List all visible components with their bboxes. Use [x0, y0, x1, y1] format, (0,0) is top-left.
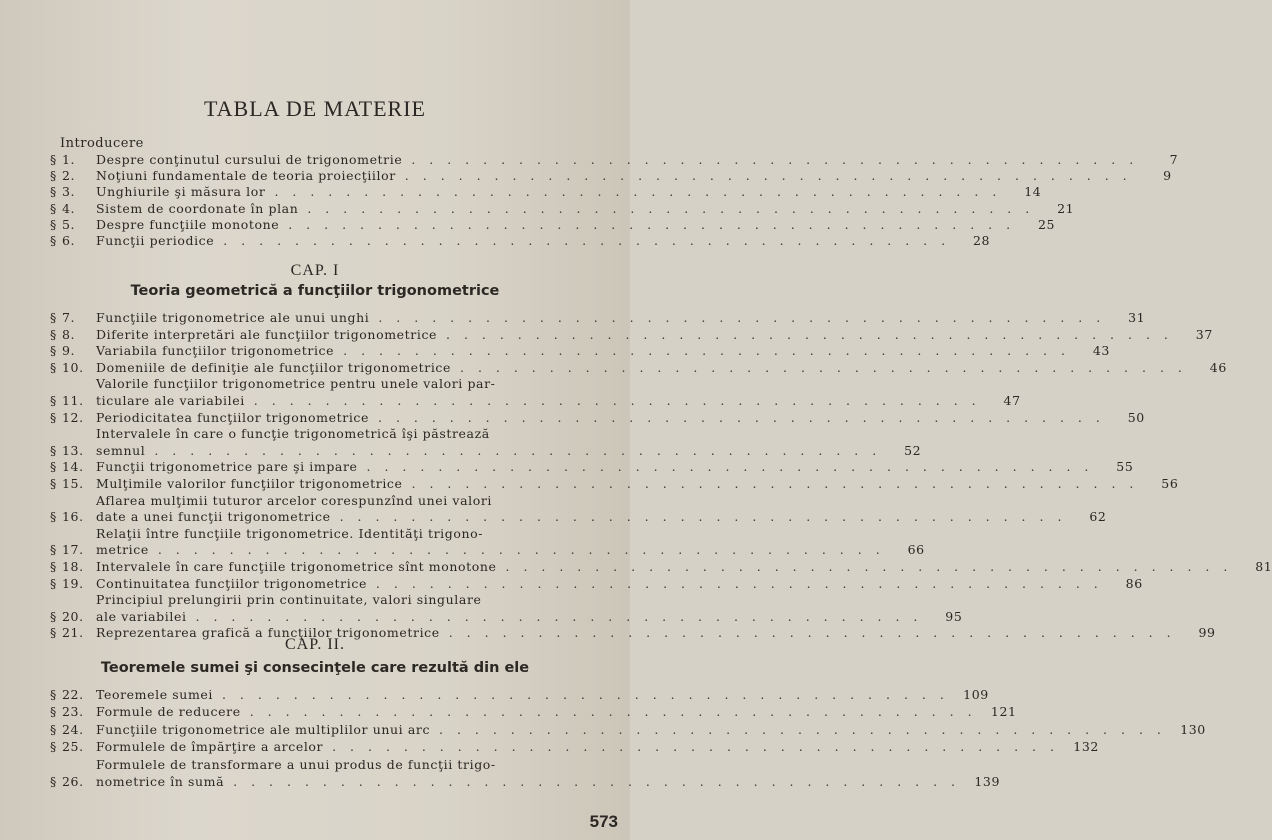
- section-num: 1.: [62, 152, 76, 167]
- dot-leader: . . . . . . . . . . . . . . . . . . . . . . . . . . . . . . . . . . . . . . . . .: [430, 721, 1166, 737]
- dot-leader: . . . . . . . . . . . . . . . . . . . . . . . . . . . . . . . . . . . . . . . . .: [244, 392, 981, 408]
- toc-entry: [50, 216, 1056, 233]
- page-ref: 62: [1089, 509, 1107, 525]
- page-ref: 47: [1003, 392, 1021, 408]
- intro-heading: Introducere: [60, 136, 144, 151]
- entry-title: Formulele de împărţire a arcelor: [96, 739, 324, 755]
- entry-text: [96, 721, 1166, 738]
- entry-text: [96, 703, 977, 720]
- toc-entry: [50, 233, 991, 249]
- entry-text: [96, 327, 1173, 344]
- toc-entry: [50, 426, 922, 459]
- section-symbol: §: [50, 558, 57, 574]
- chapter-1-label: CAP. I: [290, 262, 340, 279]
- entry-title: Intervalele în care funcţiile trigonometrice sînt monotone: [96, 558, 497, 574]
- entry-text: [96, 592, 922, 625]
- section-num: 22.: [62, 687, 84, 702]
- section-symbol: §: [50, 459, 57, 475]
- page-ref: 109: [963, 687, 989, 702]
- entry-text: [96, 343, 1070, 360]
- entry-text: [96, 410, 1105, 427]
- section-number: [50, 201, 96, 217]
- toc-entry: [50, 475, 1179, 493]
- section-num: 9.: [62, 343, 76, 359]
- toc-entry: [50, 721, 1206, 738]
- toc-entry: [50, 592, 963, 625]
- section-symbol: §: [50, 233, 57, 249]
- dot-leader: . . . . . . . . . . . . . . . . . . . . . . . . . . . . . . . . . . . . . . . . .: [437, 326, 1173, 342]
- toc-entry: [50, 168, 1172, 184]
- toc-entry: [50, 409, 1145, 427]
- entry-title: Domeniile de definiţie ale funcţiilor trigonometrice: [96, 359, 452, 375]
- entry-text: [96, 756, 960, 791]
- entry-title: Sistem de coordonate în plan: [96, 200, 299, 216]
- section-num: 17.: [62, 542, 84, 558]
- section-symbol: §: [50, 359, 57, 375]
- section-number: [50, 476, 96, 493]
- section-number: [50, 773, 96, 790]
- section-number: [50, 459, 96, 476]
- page-ref: 25: [1037, 216, 1056, 232]
- section-symbol: §: [50, 326, 57, 342]
- section-num: 24.: [62, 721, 84, 737]
- page-ref: 37: [1195, 326, 1213, 342]
- entry-title: Funcţii trigonometrice pare şi impare: [96, 459, 358, 475]
- entry-text: [96, 576, 1103, 593]
- section-number: [50, 410, 96, 427]
- page-ref: 86: [1125, 575, 1143, 591]
- section-num: 10.: [62, 359, 84, 375]
- entry-title: Valorile funcţiilor trigonometrice pentru unele valori par-: [96, 376, 496, 392]
- page-ref: 7: [1169, 152, 1179, 167]
- intro-entries: [50, 152, 1179, 249]
- toc-entry: [50, 343, 1110, 360]
- section-symbol: §: [50, 200, 57, 216]
- section-number: [50, 738, 96, 755]
- entry-text: [96, 233, 950, 249]
- entry-title: Funcţiile trigonometrice ale unui unghi: [96, 310, 370, 325]
- section-number: [50, 310, 96, 327]
- section-num: 7.: [62, 310, 76, 325]
- section-symbol: §: [50, 542, 57, 558]
- toc-entry: [50, 558, 1272, 576]
- entry-text: [96, 493, 1066, 526]
- page-ref: 66: [907, 542, 925, 558]
- section-symbol: §: [50, 343, 57, 359]
- entry-title: Aflarea mulţimii tuturor arcelor corespunzînd unei valori: [96, 492, 493, 508]
- entry-text: [96, 559, 1232, 576]
- section-symbol: §: [50, 475, 57, 491]
- page-title: TABLA DE MATERIE: [203, 96, 426, 121]
- toc-entry: [50, 359, 1227, 377]
- entry-title: Mulţimile valorilor funcţiilor trigonometrice: [96, 475, 403, 491]
- page-ref: 56: [1161, 475, 1179, 491]
- dot-leader: . . . . . . . . . . . . . . . . . . . . . . . . . . . . . . . . . . . . . . . . .: [323, 739, 1059, 755]
- toc-entry: [50, 686, 989, 703]
- section-symbol: §: [50, 774, 57, 790]
- entry-title: Reprezentarea grafică a funcţiilor trigonometrice: [96, 625, 440, 641]
- entry-text: [96, 310, 1105, 327]
- entry-text: [96, 360, 1187, 377]
- section-num: 23.: [62, 704, 84, 720]
- entry-text: [96, 476, 1138, 493]
- page-ref: 21: [1057, 200, 1075, 216]
- dot-leader: . . . . . . . . . . . . . . . . . . . . . . . . . . . . . . . . . . . . . . . . .: [224, 774, 961, 790]
- section-number: [50, 609, 96, 626]
- section-symbol: §: [50, 608, 57, 624]
- entry-title: Periodicitatea funcţiilor trigonometrice: [96, 409, 370, 425]
- section-number: [50, 443, 96, 460]
- section-symbol: §: [50, 739, 57, 755]
- entry-title: Diferite interpretări ale funcţiilor trigonometrice: [96, 326, 438, 342]
- entry-text: [96, 376, 981, 409]
- section-num: 19.: [62, 575, 84, 591]
- page-number: 573: [589, 812, 618, 831]
- section-num: 18.: [62, 558, 84, 574]
- dot-leader: . . . . . . . . . . . . . . . . . . . . . . . . . . . . . . . . . . . . . . . . .: [298, 200, 1035, 216]
- section-symbol: §: [50, 442, 57, 458]
- section-number: [50, 542, 96, 559]
- dot-leader: . . . . . . . . . . . . . . . . . . . . . . . . . . . . . . . . . . . . . . . . .: [334, 343, 1070, 359]
- page-ref: 14: [1024, 184, 1042, 200]
- entry-title: Despre funcţiile monotone: [96, 216, 280, 232]
- section-symbol: §: [50, 310, 57, 325]
- entry-text: [96, 152, 1138, 168]
- page-ref: 31: [1128, 310, 1146, 325]
- section-num: 6.: [62, 233, 76, 249]
- section-num: 2.: [62, 168, 76, 184]
- section-num: 20.: [62, 608, 84, 624]
- section-number: [50, 343, 96, 360]
- dot-leader: . . . . . . . . . . . . . . . . . . . . . . . . . . . . . . . . . . . . . . . . .: [330, 509, 1067, 525]
- toc-entry: [50, 152, 1179, 168]
- section-number: [50, 152, 96, 168]
- page-ref: 139: [974, 774, 1001, 790]
- section-num: 21.: [62, 625, 84, 641]
- section-symbol: §: [50, 625, 57, 641]
- entry-title-continued: date a unei funcţii trigonometrice: [96, 509, 331, 525]
- dot-leader: . . . . . . . . . . . . . . . . . . . . . . . . . . . . . . . . . . . . . . . . .: [357, 459, 1094, 475]
- dot-leader: . . . . . . . . . . . . . . . . . . . . . . . . . . . . . . . . . . . . . . . . .: [265, 184, 1002, 200]
- entry-title: Noţiuni fundamentale de teoria proiecţiilor: [96, 168, 396, 184]
- dot-leader: . . . . . . . . . . . . . . . . . . . . . . . . . . . . . . . . . . . . . . . . .: [279, 216, 1016, 232]
- entry-title-continued: ale variabilei: [96, 608, 187, 624]
- chapter-1-title: Teoria geometrică a funcţiilor trigonometrice: [130, 283, 500, 299]
- dot-leader: . . . . . . . . . . . . . . . . . . . . . . . . . . . . . . . . . . . . . . . . .: [369, 409, 1105, 425]
- entry-title: Variabila funcţiilor trigonometrice: [96, 343, 335, 359]
- page-ref: 132: [1073, 739, 1099, 755]
- section-number: [50, 703, 96, 720]
- page-ref: 43: [1092, 343, 1110, 359]
- toc-entry: [50, 756, 1001, 791]
- dot-leader: . . . . . . . . . . . . . . . . . . . . . . . . . . . . . . . . . . . . . . . . .: [369, 310, 1106, 325]
- entry-title: Relaţii între funcţiile trigonometrice. Identităţi trigono-: [96, 525, 484, 541]
- page-ref: 81: [1255, 558, 1272, 574]
- section-number: [50, 393, 96, 410]
- dot-leader: . . . . . . . . . . . . . . . . . . . . . . . . . . . . . . . . . . . . . . . . .: [148, 542, 885, 558]
- page-ref: 121: [990, 704, 1017, 720]
- entry-title: Continuitatea funcţiilor trigonometrice: [96, 575, 367, 591]
- entry-title-continued: ticulare ale variabilei: [96, 392, 245, 408]
- entry-text: [96, 526, 885, 559]
- page-ref: 130: [1180, 721, 1206, 737]
- section-number: [50, 184, 96, 200]
- section-num: 15.: [62, 475, 84, 491]
- dot-leader: . . . . . . . . . . . . . . . . . . . . . . . . . . . . . . . . . . . . . . . . .: [439, 625, 1176, 641]
- section-symbol: §: [50, 216, 57, 232]
- entry-text: [96, 426, 881, 459]
- dot-leader: . . . . . . . . . . . . . . . . . . . . . . . . . . . . . . . . . . . . . . . . .: [496, 558, 1233, 574]
- toc-entry: [50, 738, 1099, 755]
- section-number: [50, 168, 96, 184]
- dot-leader: . . . . . . . . . . . . . . . . . . . . . . . . . . . . . . . . . . . . . . . . .: [366, 575, 1103, 591]
- section-num: 5.: [62, 216, 76, 232]
- dot-leader: . . . . . . . . . . . . . . . . . . . . . . . . . . . . . . . . . . . . . . . . .: [186, 608, 923, 624]
- section-num: 14.: [62, 459, 84, 475]
- section-number: [50, 509, 96, 526]
- section-num: 26.: [62, 774, 84, 790]
- dot-leader: . . . . . . . . . . . . . . . . . . . . . . . . . . . . . . . . . . . . . . . . .: [402, 152, 1139, 167]
- entry-text: [96, 217, 1015, 233]
- entry-text: [96, 459, 1093, 476]
- entry-text: [96, 168, 1132, 184]
- entry-title-continued: nometrice în sumă: [96, 774, 225, 790]
- entry-text: [96, 201, 1034, 217]
- page-ref: 9: [1163, 168, 1172, 184]
- chapter-1-entries: [50, 310, 1272, 642]
- page-ref: 95: [945, 608, 963, 624]
- dot-leader: . . . . . . . . . . . . . . . . . . . . . . . . . . . . . . . . . . . . . . . . .: [145, 442, 882, 458]
- entry-title: Funcţii periodice: [96, 233, 215, 249]
- section-symbol: §: [50, 409, 57, 425]
- section-number: [50, 686, 96, 703]
- toc-entry: [50, 376, 1021, 409]
- entry-title: Unghiurile şi măsura lor: [96, 184, 266, 200]
- section-symbol: §: [50, 152, 57, 167]
- section-number: [50, 327, 96, 344]
- dot-leader: . . . . . . . . . . . . . . . . . . . . . . . . . . . . . . . . . . . . . . . . .: [214, 233, 951, 249]
- entry-title-continued: semnul: [96, 442, 146, 458]
- toc-entry: [50, 200, 1075, 217]
- entry-text: [96, 184, 1001, 200]
- section-symbol: §: [50, 168, 57, 184]
- toc-entry: [50, 492, 1107, 526]
- toc-entry: [50, 310, 1146, 327]
- dot-leader: . . . . . . . . . . . . . . . . . . . . . . . . . . . . . . . . . . . . . . . . .: [451, 359, 1187, 375]
- toc-entry: [50, 575, 1143, 593]
- chapter-2-title: Teoremele sumei şi consecinţele care rezultă din ele: [100, 660, 530, 676]
- entry-title: Principiul prelungirii prin continuitate, valori singulare: [96, 592, 482, 608]
- section-num: 12.: [62, 409, 84, 425]
- section-num: 11.: [62, 392, 84, 408]
- entry-title: Funcţiile trigonometrice ale multiplilor unui arc: [96, 721, 431, 737]
- toc-entry: [50, 703, 1017, 720]
- section-number: [50, 360, 96, 377]
- chapter-2-label: CAP. II.: [284, 636, 345, 653]
- section-num: 25.: [62, 739, 84, 755]
- entry-title: Intervalele în care o funcţie trigonometrică îşi păstrează: [96, 426, 490, 442]
- section-num: 16.: [62, 509, 84, 525]
- entry-text: [96, 738, 1059, 755]
- entry-title: Formule de reducere: [96, 704, 241, 720]
- section-number: [50, 559, 96, 576]
- dot-leader: . . . . . . . . . . . . . . . . . . . . . . . . . . . . . . . . . . . . . . . . .: [402, 475, 1139, 491]
- section-number: [50, 233, 96, 249]
- section-symbol: §: [50, 184, 57, 200]
- dot-leader: . . . . . . . . . . . . . . . . . . . . . . . . . . . . . . . . . . . . . . . . .: [240, 704, 977, 720]
- section-num: 4.: [62, 200, 76, 216]
- entry-title: Despre conţinutul cursului de trigonometrie: [96, 152, 403, 167]
- toc-entry: [50, 326, 1213, 344]
- section-symbol: §: [50, 509, 57, 525]
- section-symbol: §: [50, 687, 57, 702]
- section-num: 8.: [62, 326, 76, 342]
- entry-title-continued: metrice: [96, 542, 149, 558]
- section-number: [50, 217, 96, 233]
- entry-title: Formulele de transformare a unui produs de funcţii trigo-: [96, 756, 496, 772]
- toc-entry: [50, 459, 1134, 476]
- page-ref: 55: [1116, 459, 1134, 475]
- section-symbol: §: [50, 704, 57, 720]
- section-number: [50, 576, 96, 593]
- section-number: [50, 721, 96, 738]
- page-ref: 28: [972, 233, 991, 249]
- page-ref: 50: [1127, 409, 1145, 425]
- section-symbol: §: [50, 575, 57, 591]
- page-ref: 52: [904, 442, 922, 458]
- dot-leader: . . . . . . . . . . . . . . . . . . . . . . . . . . . . . . . . . . . . . . . . .: [213, 687, 949, 702]
- chapter-2-entries: [50, 686, 1206, 790]
- toc-entry: [50, 184, 1042, 200]
- section-num: 13.: [62, 442, 84, 458]
- toc-entry: [50, 525, 925, 559]
- entry-title: Teoremele sumei: [96, 687, 213, 702]
- dot-leader: . . . . . . . . . . . . . . . . . . . . . . . . . . . . . . . . . . . . . . . . .: [395, 168, 1132, 184]
- entry-text: [96, 686, 949, 703]
- page-ref: 46: [1209, 359, 1227, 375]
- section-symbol: §: [50, 721, 57, 737]
- page-ref: 99: [1198, 625, 1216, 641]
- section-symbol: §: [50, 392, 57, 408]
- section-num: 3.: [62, 184, 76, 200]
